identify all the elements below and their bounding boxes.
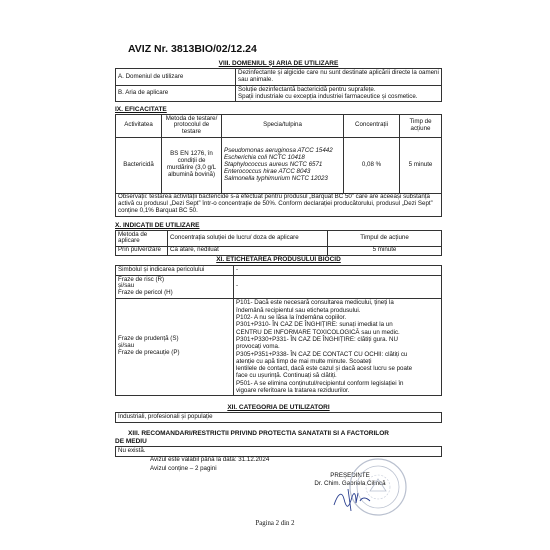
section-9-heading: IX. EFICACITATE <box>115 106 167 113</box>
area-value-2: Spații industriale cu excepția industriei farmaceutice și cosmetice. <box>238 92 418 100</box>
precaution-line: atenție cu apă timp de mai multe minute. Scoateți <box>236 357 372 365</box>
precaution-line: face cu ușurință. Continuați să clătiți. <box>236 372 337 380</box>
concentration-value: 0,08 % <box>344 137 400 193</box>
time-value: 5 minute <box>400 137 442 193</box>
section-13-heading-1: XIII. RECOMANDARI/RESTRICTII PRIVIND PROTECTIA SANATATII SI A FACTORILOR <box>128 430 389 437</box>
recommendations-value: Nu există. <box>116 447 442 457</box>
precaution-line: vigoare referitoare la tratarea reziduurilor. <box>236 387 350 395</box>
table-row <box>116 413 442 423</box>
species-item: Escherichia coli NCTC 10418 <box>224 153 305 161</box>
section-9-table <box>115 114 442 217</box>
table-row <box>116 298 442 395</box>
table-row <box>116 246 442 255</box>
species-item: Pseudomonas aeruginosa ATCC 15442 <box>224 146 333 154</box>
area-label: B. Aria de aplicare <box>116 86 236 102</box>
working-solution-value: Ca atare, nediluat <box>168 246 328 255</box>
precaution-line: P301+P310- ÎN CAZ DE ÎNGHIȚIRE: sunați imediat la un <box>236 321 393 329</box>
col-concentration: Concentrații <box>344 115 400 138</box>
signature-name: Dr. Chim. Gabriela Cilincă <box>314 480 386 487</box>
section-8-table <box>115 68 442 102</box>
prudence-label-1: Fraze de prudență (S) <box>118 335 179 343</box>
col-species: Specia/tulpina <box>222 115 344 138</box>
species-item: Enterococcus hirae ATCC 8043 <box>224 167 311 175</box>
section-11-heading: XI. ETICHETAREA PRODUSULUI BIOCID <box>216 256 341 263</box>
precaution-line: lentilele de contact, dacă este cazul și dacă acest lucru se poate <box>236 365 413 373</box>
area-value-1: Soluție dezinfectantă bactericidă pentru suprafețe. <box>238 85 376 93</box>
col-action-time: Timpul de acțiune <box>328 231 442 247</box>
precaution-line: P501- A se elimina conținutul/recipientul conform legislației în <box>236 379 404 387</box>
species-item: Staphylococcus aureus NCTC 6571 <box>224 160 323 168</box>
section-11-table <box>115 265 442 396</box>
col-time: Timp de acțiune <box>400 115 442 138</box>
section-8-heading: VIII. DOMENIUL ȘI ARIA DE UTILIZARE <box>218 60 339 67</box>
table-row <box>116 447 442 457</box>
table-row <box>116 193 442 216</box>
col-application-method: Metoda de aplicare <box>116 231 168 247</box>
signature-role: PREȘEDINTE <box>330 472 370 479</box>
table-row <box>116 266 442 276</box>
section-10-table <box>115 230 442 256</box>
col-activity: Activitatea <box>116 115 162 138</box>
handwritten-signature-icon <box>330 487 376 513</box>
section-12-heading: XII. CATEGORIA DE UTILIZATORI <box>227 404 330 411</box>
precaution-line: P301+P330+P331- ÎN CAZ DE ÎNGHIȚIRE: clătiți gura. NU <box>236 335 398 343</box>
pages-note: Avizul conține – 2 pagini <box>150 465 217 472</box>
table-row <box>116 86 442 102</box>
section-13-heading-2: DE MEDIU <box>115 438 147 445</box>
section-10-heading: X. INDICAȚII DE UTILIZARE <box>115 222 200 229</box>
action-time-value: 5 minute <box>328 246 442 255</box>
precaution-line: îndemână recipientul sau eticheta produsului. <box>236 306 361 314</box>
precaution-line: P102- A nu se lăsa la îndemâna copiilor. <box>236 313 347 321</box>
domain-label: A. Domeniul de utilizare <box>116 69 236 86</box>
col-method: Metoda de testare/ protocolul de testare <box>162 115 222 138</box>
page-number: Pagina 2 din 2 <box>255 520 295 527</box>
prudence-label-3: Fraze de precauție (P) <box>118 349 180 357</box>
user-category-value: Industriali, profesionali și populație <box>116 413 442 423</box>
species-item: Salmonella typhimurium NCTC 12023 <box>224 174 328 182</box>
hazard-symbol-value: - <box>234 266 442 276</box>
risk-label-2: și/sau <box>118 282 135 290</box>
prudence-label-2: și/sau <box>118 342 135 350</box>
table-header-row <box>116 115 442 138</box>
document-title: AVIZ Nr. 3813BIO/02/12.24 <box>128 43 257 55</box>
col-working-solution: Concentrația soluției de lucru/ doza de aplicare <box>168 231 328 247</box>
table-row <box>116 276 442 299</box>
table-header-row <box>116 231 442 247</box>
risk-label-3: Fraze de pericol (H) <box>118 289 173 297</box>
hazard-symbol-label: Simbolul și indicarea pericolului <box>116 266 234 276</box>
section-12-box <box>115 412 442 423</box>
precaution-line: P101- Dacă este necesară consultarea medicului, țineți la <box>236 299 394 307</box>
method-value: BS EN 1276, în condiții de murdărire (3,0 g/L albumină bovină) <box>162 137 222 193</box>
application-method-value: Prin pulverizare <box>116 246 168 255</box>
table-row <box>116 69 442 86</box>
activity-value: Bactericidă <box>116 137 162 193</box>
precaution-line: provocați voma. <box>236 343 280 351</box>
precaution-line: P305+P351+P338- ÎN CAZ DE CONTACT CU OCHII: clătiți cu <box>236 350 408 358</box>
table-row <box>116 137 442 193</box>
domain-value: Dezinfectante și algicide care nu sunt destinate aplicării directe la oameni sau animale. <box>236 69 442 86</box>
risk-value: - <box>234 276 442 299</box>
risk-label-1: Fraze de risc (R) <box>118 275 165 283</box>
precaution-line: CENTRU DE INFORMARE TOXICOLOGICĂ sau un medic. <box>236 328 400 336</box>
observations: Observații: testarea activității bactericide s-a efectuat pentru produsul „Barquat BC 50” care are aceeași substanță activă cu produsul „Dezi Sept” într-o concentrație de 50%. Conform declarației producătorului, produsul „Dezi Sept” conține 0,1% Barquat BC 50. <box>116 193 442 216</box>
validity-note: Avizul este valabil până la data: 31.12.2024 <box>150 456 270 463</box>
